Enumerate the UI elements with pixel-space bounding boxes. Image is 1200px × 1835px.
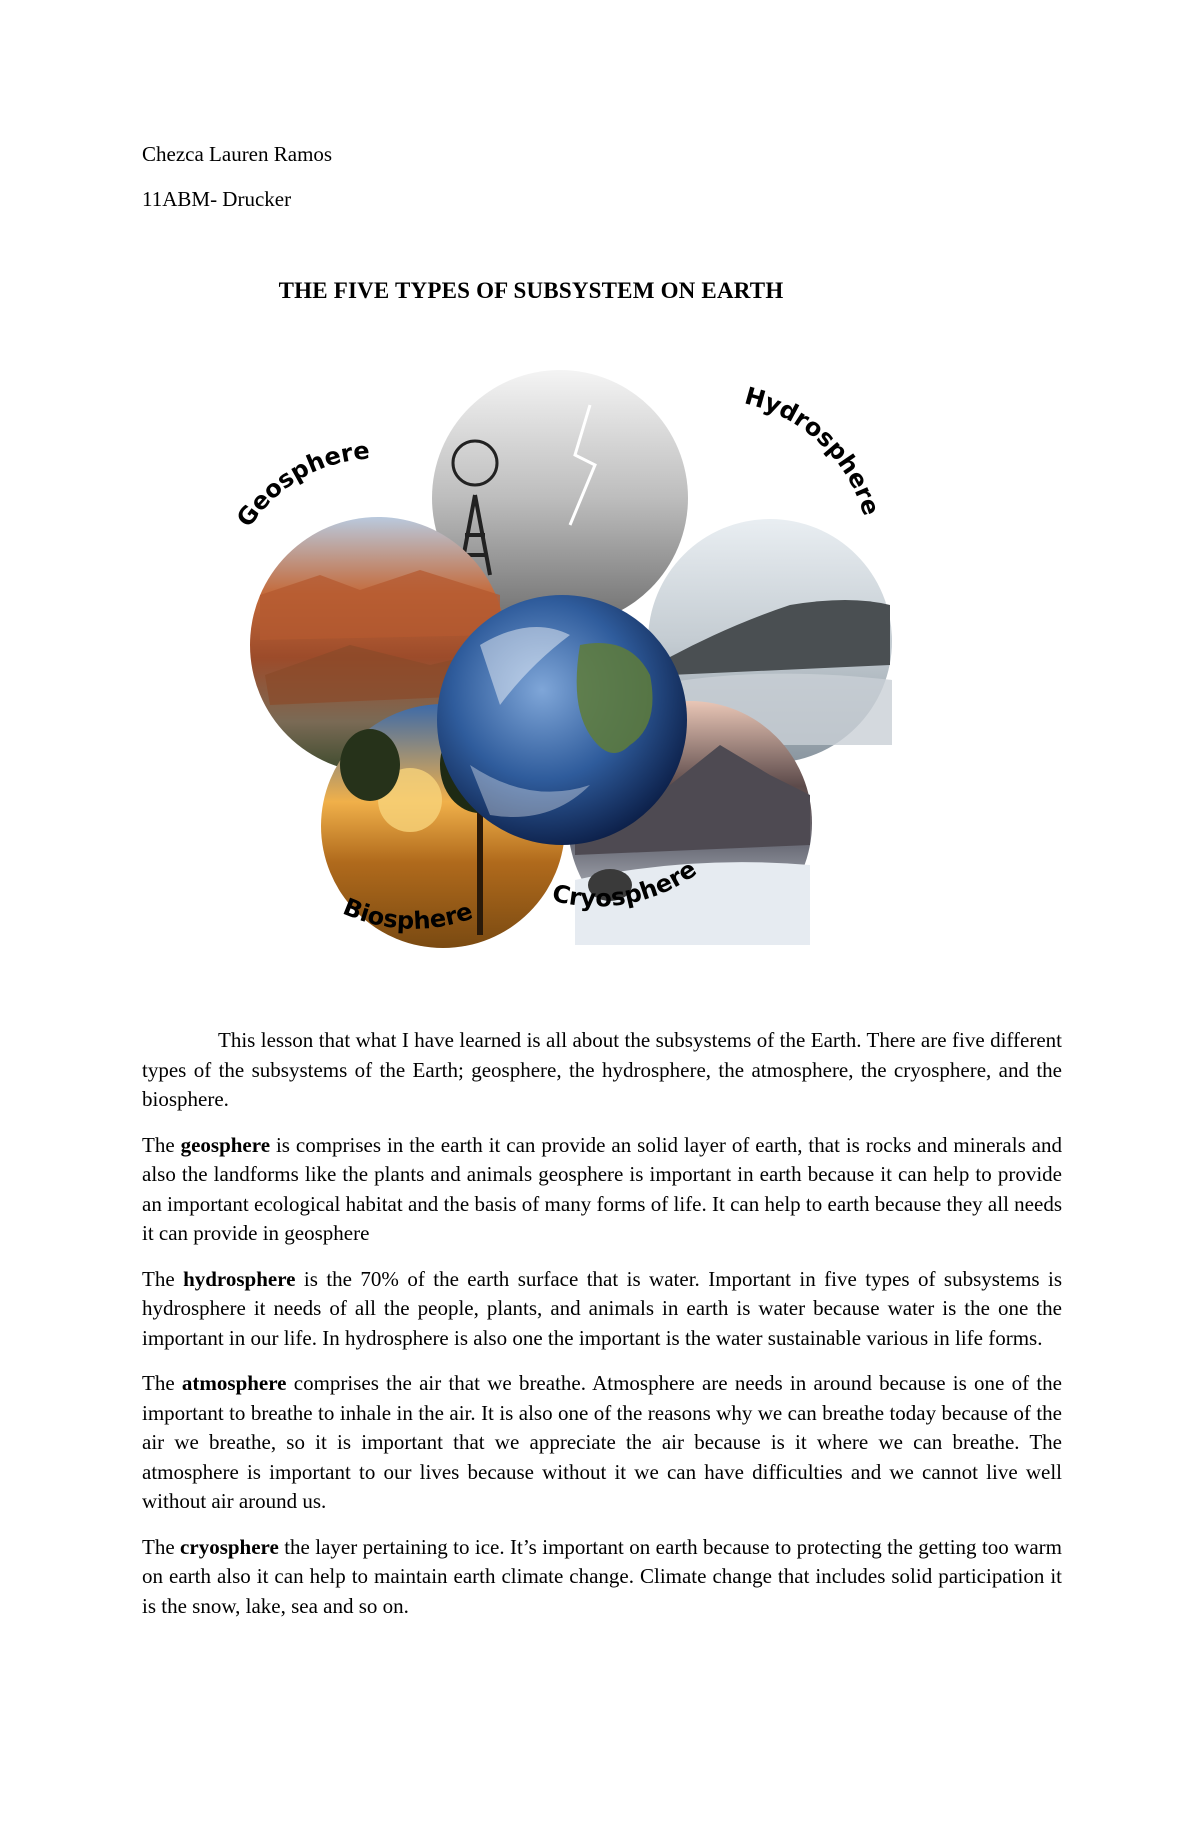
label-biosphere: Biosphere — [339, 892, 477, 935]
geosphere-term: geosphere — [180, 1132, 271, 1157]
geosphere-lead: The — [142, 1132, 181, 1157]
document-title: THE FIVE TYPES OF SUBSYSTEM ON EARTH — [278, 278, 784, 303]
cryosphere-lead: The — [142, 1534, 181, 1559]
atmosphere-term: atmosphere — [181, 1371, 287, 1395]
label-geosphere: Geosphere — [231, 436, 371, 533]
atmosphere-lead: The — [142, 1371, 182, 1395]
geosphere-paragraph — [142, 1131, 1062, 1249]
author-name: Chezca Lauren Ramos — [142, 142, 333, 166]
label-cryosphere: Cryosphere — [549, 854, 702, 913]
hydrosphere-text: is the 70% of the earth surface that is water. Important in five types of subsystems is hydrosphere it needs of all the people, plants, and animals in earth is water because water is the one the important in our life. In hydrosphere is also one the important is the water sustainable various in life forms. — [142, 1266, 1063, 1350]
body-text — [142, 1026, 1062, 1637]
earth-globe — [437, 595, 687, 845]
cryosphere-term: cryosphere — [180, 1534, 279, 1559]
hydrosphere-term: hydrosphere — [183, 1266, 296, 1291]
cryosphere-text: the layer pertaining to ice. It’s important on earth because to protecting the getting too warm on earth also it can help to maintain earth climate change. Climate change that includes solid participation it is the snow, lake, sea and so on. — [142, 1534, 1062, 1618]
label-hydrosphere: Hydrosphere — [741, 381, 886, 519]
intro-paragraph: This lesson that what I have learned is all about the subsystems of the Earth. There are five different types of the subsystems of the Earth; geosphere, the hydrosphere, the atmosphere, the cryosphere, and the biosphere. — [142, 1028, 1062, 1111]
atmosphere-text: comprises the air that we breathe. Atmosphere are needs in around because is one of the important to breathe to inhale in the air. It is also one of the reasons why we can breathe today because of the air we breathe, so it is important that we appreciate the air because is it where we can breathe. The atmosphere is important to our lives because without it we can have difficulties and we cannot live well without air around us. — [142, 1371, 1062, 1513]
svg-text:Geosphere — [231, 436, 371, 532]
class-section: 11ABM- Drucker — [142, 187, 292, 211]
atmosphere-paragraph — [142, 1369, 1062, 1517]
subsystems-diagram — [230, 345, 910, 985]
cryosphere-paragraph — [142, 1533, 1062, 1622]
svg-text:Hydrosphere — [742, 382, 885, 519]
hydrosphere-lead: The — [142, 1266, 184, 1291]
geosphere-text: is comprises in the earth it can provide an solid layer of earth, that is rocks and minerals and also the landforms like the plants and animals geosphere is important in earth because it can help to provide an important ecological habitat and the basis of many forms of life. It can help to earth because they all needs it can provide in geosphere — [142, 1132, 1062, 1245]
hydrosphere-paragraph — [142, 1265, 1062, 1354]
